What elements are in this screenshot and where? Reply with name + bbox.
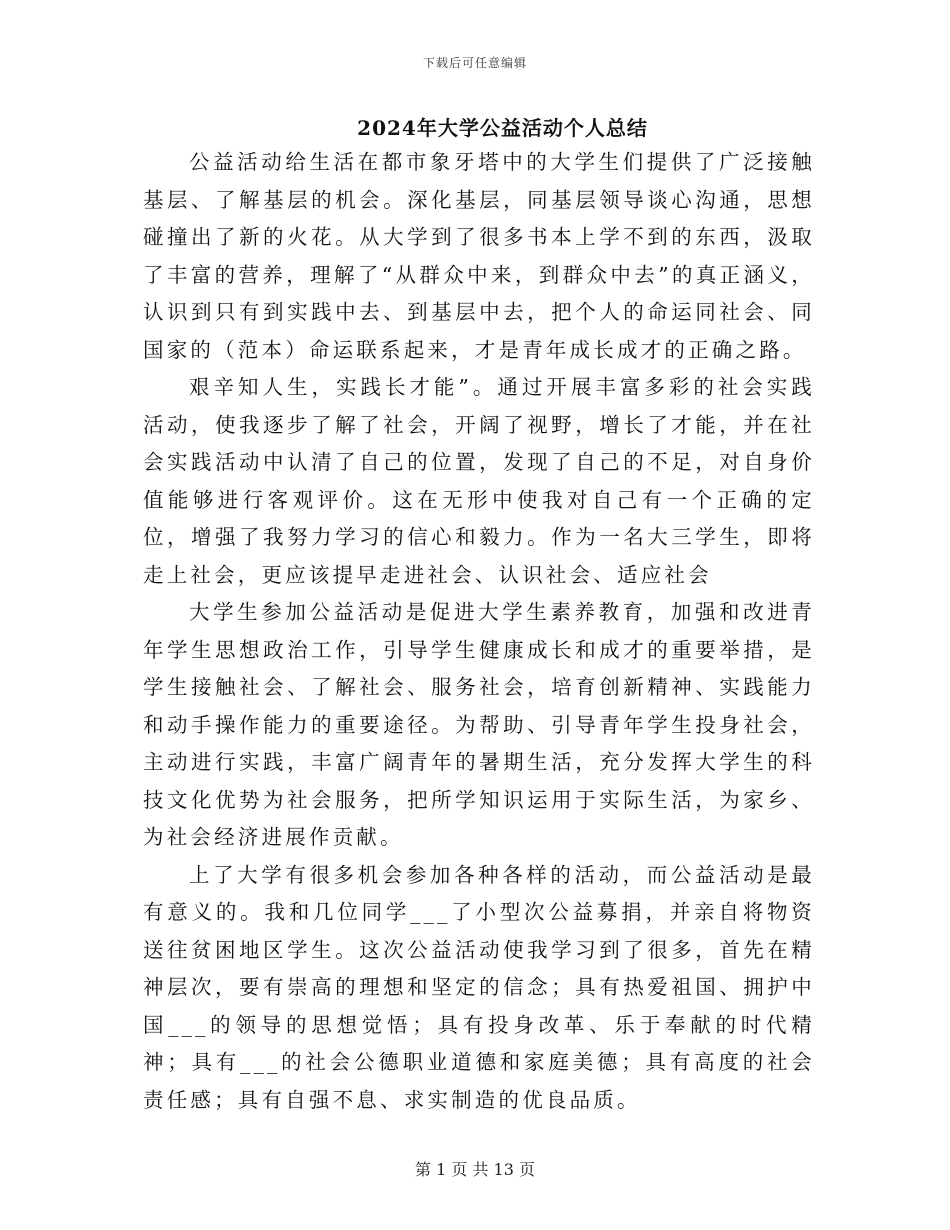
document-body bbox=[143, 144, 815, 1119]
header-note: 下载后可任意编辑 bbox=[422, 56, 527, 70]
page-number: 第 1 页 共 13 页 bbox=[415, 1160, 535, 1179]
paragraph-4: 上了大学有很多机会参加各种各样的活动，而公益活动是最有意义的。我和几位同学___了小型次公益募捐，并亲自将物资送往贫困地区学生。这次公益活动使我学习到了很多，首先在精神层次，要有崇高的理想和坚定的信念；具有热爱祖国、拥护中国___的领导的思想觉悟；具有投身改革、乐于奉献的时代精神；具有___的社会公德职业道德和家庭美德；具有高度的社会责任感；具有自强不息、求实制造的优良品质。 bbox=[143, 862, 815, 1112]
paragraph-3: 大学生参加公益活动是促进大学生素养教育，加强和改进青年学生思想政治工作，引导学生健康成长和成才的重要举措，是学生接触社会、了解社会、服务社会，培育创新精神、实践能力和动手操作能力的重要途径。为帮助、引导青年学生投身社会，主动进行实践，丰富广阔青年的暑期生活，充分发挥大学生的科技文化优势为社会服务，把所学知识运用于实际生活，为家乡、为社会经济进展作贡献。 bbox=[143, 600, 815, 849]
paragraph-1: 公益活动给生活在都市象牙塔中的大学生们提供了广泛接触基层、了解基层的机会。深化基层，同基层领导谈心沟通，思想碰撞出了新的火花。从大学到了很多书本上学不到的东西，汲取了丰富的营养，理解了“从群众中来，到群众中去”的真正涵义，认识到只有到实践中去、到基层中去，把个人的命运同社会、同国家的（范本）命运联系起来，才是青年成长成才的正确之路。 bbox=[143, 150, 815, 362]
paragraph-2: 艰辛知人生，实践长才能”。通过开展丰富多彩的社会实践活动，使我逐步了解了社会，开阔了视野，增长了才能，并在社会实践活动中认清了自己的位置，发现了自己的不足，对自身价值能够进行客观评价。这在无形中使我对自己有一个正确的定位，增强了我努力学习的信心和毅力。作为一名大三学生，即将走上社会，更应该提早走进社会、认识社会、适应社会 bbox=[143, 375, 815, 587]
document-title: 2024年大学公益活动个人总结 bbox=[357, 116, 648, 140]
